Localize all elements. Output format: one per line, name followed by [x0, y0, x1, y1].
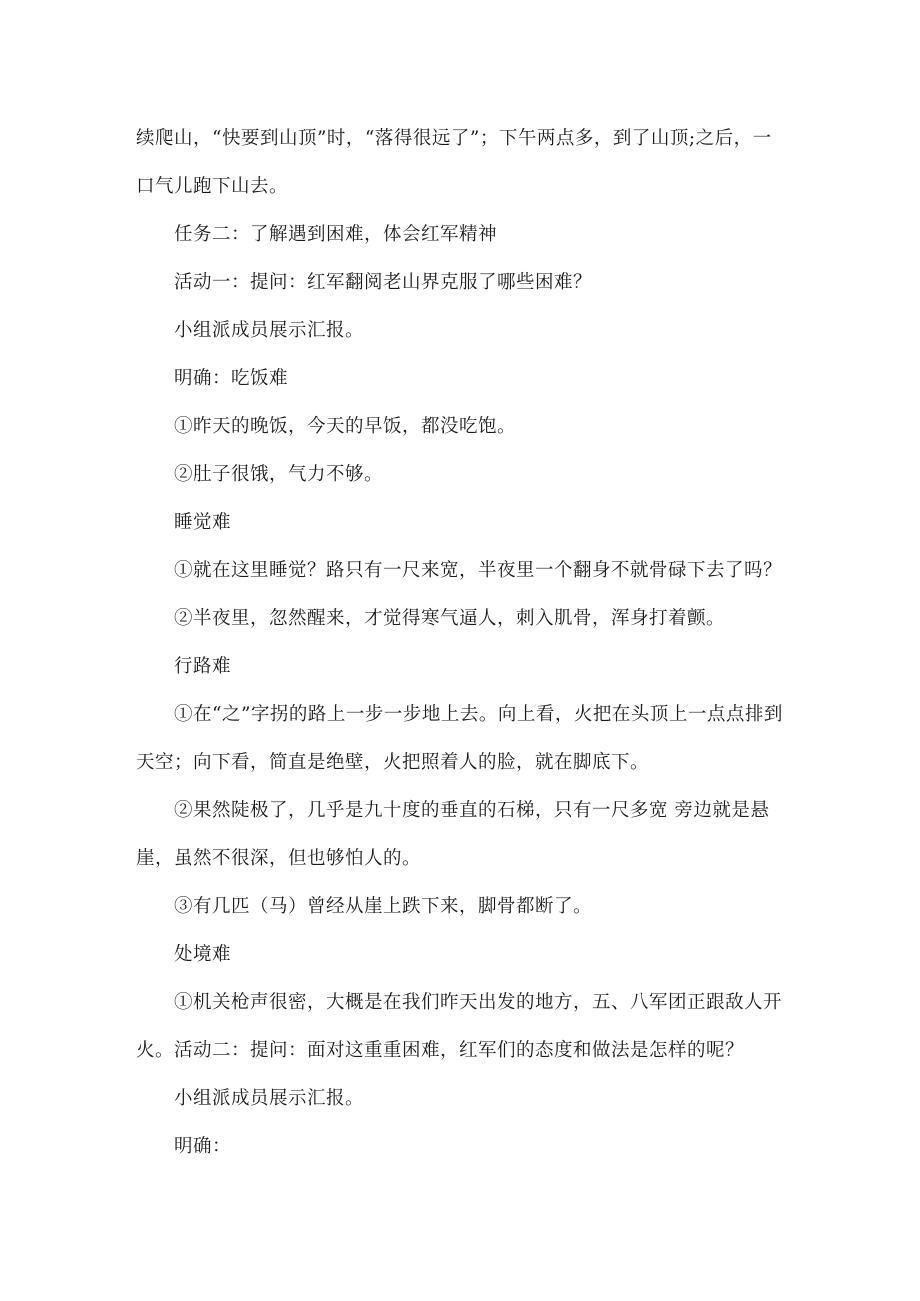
paragraph-situation-heading: 处境难: [174, 944, 232, 965]
paragraph-walking-point-2: ②果然陡极了，几乎是九十度的垂直的石梯，只有一尺多宽 旁边就是悬崖，虽然不很深，但也够怕人的。: [136, 800, 770, 869]
paragraph-walking-heading: 行路难: [174, 656, 232, 677]
paragraph-clarify-eating: 明确：吃饭难: [174, 368, 289, 389]
paragraph-walking-point-3: ③有几匹（马）曾经从崖上跌下来，脚骨都断了。: [174, 896, 593, 917]
paragraph-group-report-1: 小组派成员展示汇报。: [174, 320, 365, 341]
paragraph-walking-point-1: ①在“之”字拐的路上一步一步地上去。向上看，火把在头顶上一点点排到天空；向下看，简直是绝壁，火把照着人的脸，就在脚底下。: [136, 704, 783, 773]
paragraph-eating-point-2: ②肚子很饿，气力不够。: [174, 464, 384, 485]
paragraph-clarify-final: 明确：: [174, 1136, 232, 1157]
paragraph-sleeping-point-1: ①就在这里睡觉？路只有一尺来宽，半夜里一个翻身不就骨碌下去了吗？: [174, 560, 783, 581]
paragraph-sleeping-point-2: ②半夜里，忽然醒来，才觉得寒气逼人，刺入肌骨，浑身打着颤。: [174, 608, 726, 629]
paragraph-continuation: 续爬山，“快要到山顶”时，“落得很远了”；下午两点多，到了山顶;之后，一口气儿跑下山去。: [136, 128, 772, 197]
paragraph-group-report-2: 小组派成员展示汇报。: [174, 1088, 365, 1109]
paragraph-sleeping-heading: 睡觉难: [174, 512, 232, 533]
paragraph-activity-one-question: 活动一：提问：红军翻阅老山界克服了哪些困难？: [174, 272, 593, 293]
paragraph-situation-point-1: ①机关枪声很密，大概是在我们昨天出发的地方，五、八军团正跟敌人开火。: [136, 992, 783, 1061]
paragraph-task-two-heading: 任务二：了解遇到困难，体会红军精神: [174, 224, 498, 245]
paragraph-activity-two-question: 活动二：提问：面对这重重困难，红军们的态度和做法是怎样的呢？: [174, 1040, 745, 1061]
paragraph-eating-point-1: ①昨天的晚饭，今天的早饭，都没吃饱。: [174, 416, 517, 437]
